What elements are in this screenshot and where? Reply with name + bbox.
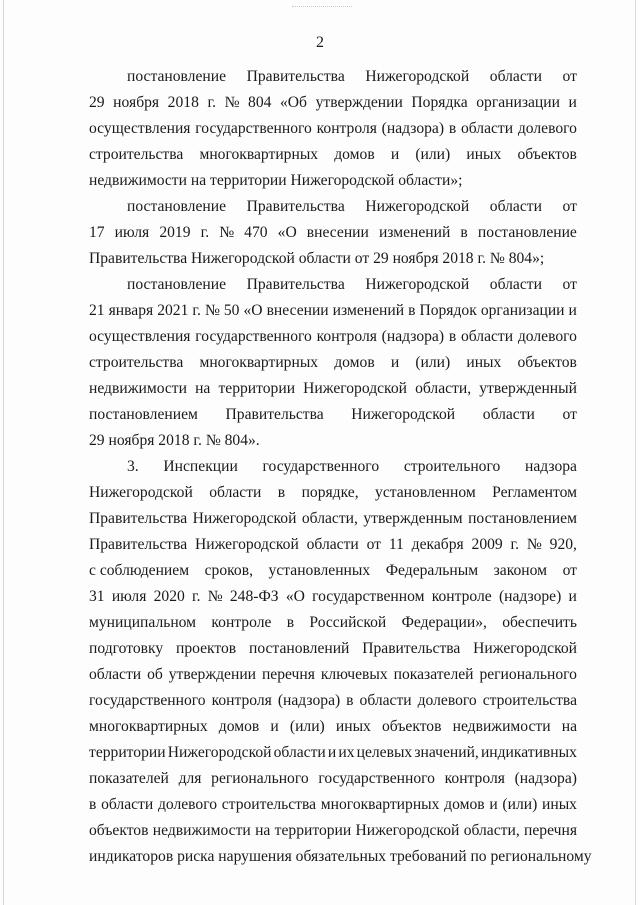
word: постановление [127, 276, 226, 293]
word: области [359, 692, 412, 709]
word: и [489, 796, 498, 813]
line-text: недвижимости на территории Нижегородской области»; [89, 172, 463, 189]
document-body [89, 64, 592, 870]
word: строительства [89, 354, 184, 371]
word: строительного [403, 458, 501, 475]
text-line [89, 116, 577, 142]
word: области [489, 68, 542, 85]
word: утверждении [315, 94, 403, 111]
word: Правительства [89, 536, 188, 553]
word: Правительства [362, 640, 461, 657]
word: «О [285, 588, 305, 605]
word: сроков, [204, 562, 253, 579]
word: для [178, 770, 202, 787]
text-line [89, 714, 577, 740]
word: внесении [306, 224, 369, 241]
word: (или) [415, 146, 451, 163]
word: многоквартирных [199, 146, 319, 163]
word: долевого [417, 692, 477, 709]
text-line [89, 740, 577, 766]
word: Российской [309, 614, 387, 631]
word: объектов [517, 354, 577, 371]
word: Правительства [246, 68, 345, 85]
word: домов [444, 796, 485, 813]
word: на [195, 380, 211, 397]
word: с соблюдением [89, 562, 190, 579]
word: установленном [375, 484, 476, 501]
word: Нижегородской [355, 822, 460, 839]
word: 29 [89, 94, 105, 111]
word: недвижимости [89, 380, 187, 397]
word: недвижимости [152, 822, 251, 839]
word: и [390, 354, 400, 371]
word: № [204, 302, 220, 319]
word: в [277, 484, 286, 501]
word: Нижегородской [365, 68, 470, 85]
word: значений, [414, 744, 479, 761]
word: и [568, 302, 577, 319]
word: г. [207, 94, 216, 111]
word: осуществления [89, 120, 191, 137]
word: Нижегородской [167, 744, 272, 761]
word: Правительства [246, 276, 345, 293]
text-line [89, 766, 577, 792]
word: 2019 [159, 224, 191, 241]
word: г. [192, 302, 201, 319]
word: области, [463, 822, 520, 839]
word: области [489, 198, 542, 215]
word: регионального [479, 666, 577, 683]
text-line [89, 168, 577, 194]
word: области [101, 796, 154, 813]
word: муниципальном [89, 614, 197, 631]
word: постановление [127, 68, 226, 85]
text-line [89, 376, 577, 402]
word: изменений [378, 224, 451, 241]
word: изменений [332, 302, 405, 319]
word: области [306, 536, 359, 553]
word: (или) [502, 796, 538, 813]
word: Нижегородской [194, 536, 299, 553]
word: Нижегородской [365, 276, 470, 293]
paragraph [89, 194, 577, 272]
word: и [568, 588, 577, 605]
word: строительства [482, 692, 577, 709]
word: Нижегородской [365, 198, 470, 215]
word: долевого [517, 120, 577, 137]
word: организации [480, 302, 565, 319]
text-line [89, 428, 577, 454]
word: иных [335, 718, 371, 735]
word: осуществления [89, 328, 191, 345]
word: объектов [382, 718, 442, 735]
line-text: Правительства Нижегородской области от 29 ноября 2018 г. № 804»; [89, 250, 545, 267]
word: утверждении [168, 666, 257, 683]
word: контроля [316, 328, 377, 345]
word: Инспекции [163, 458, 238, 475]
word: законом [493, 562, 548, 579]
word: контроля [211, 692, 272, 709]
word: Порядок [419, 302, 477, 319]
word: 470 [244, 224, 268, 241]
word: области, [301, 510, 358, 527]
word: Правительства [225, 406, 324, 423]
page-number: 2 [316, 34, 324, 51]
word: государственном [312, 588, 425, 605]
word: области [89, 666, 142, 683]
word: 2020 [153, 588, 185, 605]
text-line [89, 844, 592, 870]
text-line [89, 272, 577, 298]
word: многоквартирных [89, 718, 208, 735]
word: целевых [356, 744, 413, 761]
word: (надзора) [381, 120, 445, 137]
word: г. [510, 536, 520, 553]
word: перечня [524, 822, 577, 839]
word: многоквартирных [320, 796, 440, 813]
text-line [89, 688, 577, 714]
scan-edge-right [635, 0, 636, 905]
word: постановлением [468, 510, 577, 527]
word: (надзора) [514, 770, 577, 787]
paragraph [89, 64, 577, 194]
word: 804 [248, 94, 272, 111]
word: долевого [517, 328, 577, 345]
word: от [562, 68, 577, 85]
word: 50 [223, 302, 240, 319]
word: подготовку [89, 640, 164, 657]
word: от [562, 562, 577, 579]
word: от [562, 406, 577, 423]
word: 248-ФЗ [229, 588, 279, 605]
line-text: 29 ноября 2018 г. № 804». [89, 432, 260, 449]
text-line [89, 402, 577, 428]
word: иных [466, 354, 502, 371]
word: и [568, 94, 577, 111]
word: Порядка [411, 94, 468, 111]
word: Нижегородской [303, 380, 407, 397]
word: государственного [262, 458, 380, 475]
word: области [460, 120, 514, 137]
word: утвержденный [479, 380, 577, 397]
word: Нижегородской [89, 484, 193, 501]
text-line [89, 324, 577, 350]
text-line [89, 298, 577, 324]
text-line [89, 90, 577, 116]
scan-edge-left [3, 0, 4, 905]
word: Федеральным [385, 562, 479, 579]
text-line [89, 480, 577, 506]
word: государственного [318, 770, 435, 787]
text-line [89, 506, 577, 532]
word: регионального [211, 770, 309, 787]
word: иных [466, 146, 502, 163]
word: территории [89, 744, 166, 761]
word: в [408, 302, 416, 319]
text-line [89, 142, 577, 168]
word: на [561, 718, 577, 735]
word: в [460, 224, 468, 241]
word: проектов [175, 640, 237, 657]
word: домов [218, 718, 260, 735]
word: постановление [477, 224, 577, 241]
word: объектов [89, 822, 149, 839]
word: № [207, 588, 223, 605]
word: 2021 [157, 302, 189, 319]
word: строительства [221, 796, 317, 813]
word: от [562, 198, 577, 215]
word: постановлений [248, 640, 350, 657]
word: (надзоре) [498, 588, 562, 605]
text-line [89, 818, 577, 844]
text-line [89, 662, 577, 688]
word: контроля [444, 770, 505, 787]
word: области [460, 328, 514, 345]
word: (или) [415, 354, 451, 371]
text-line [89, 792, 577, 818]
text-line [89, 636, 577, 662]
word: показателей [393, 666, 474, 683]
word: «Об [280, 94, 307, 111]
word: домов [334, 354, 375, 371]
word: в [448, 120, 457, 137]
word: постановление [127, 198, 226, 215]
word: территории [218, 380, 296, 397]
word: Нижегородской [351, 406, 456, 423]
line-text: индикаторов риска нарушения обязательных требований по региональному [89, 848, 592, 865]
word: многоквартирных [199, 354, 319, 371]
text-line [89, 584, 577, 610]
word: надзора [524, 458, 577, 475]
word: 11 [388, 536, 404, 553]
word: июля [111, 588, 147, 605]
word: долевого [157, 796, 218, 813]
word: от [562, 276, 577, 293]
word: в [286, 614, 295, 631]
word: июля [114, 224, 150, 241]
word: объектов [517, 146, 577, 163]
text-line [89, 350, 577, 376]
word: № [224, 94, 240, 111]
word: 3. [127, 458, 139, 475]
word: № [219, 224, 235, 241]
word: перечня [261, 666, 315, 683]
text-line [89, 220, 577, 246]
text-line [89, 610, 577, 636]
word: в [89, 796, 97, 813]
word: контроле [431, 588, 492, 605]
word: 2018 [167, 94, 199, 111]
word: г. [192, 588, 201, 605]
text-line [89, 558, 577, 584]
word: области [209, 484, 262, 501]
word: декабря [411, 536, 464, 553]
word: Правительства [89, 510, 188, 527]
word: января [108, 302, 154, 319]
word: в [448, 328, 457, 345]
word: и [390, 146, 400, 163]
word: области [273, 744, 326, 761]
word: об [147, 666, 163, 683]
word: № [526, 536, 542, 553]
word: государственного [89, 692, 206, 709]
word: 920, [549, 536, 577, 553]
word: государственного [195, 328, 312, 345]
word: домов [334, 146, 375, 163]
word: внесении [266, 302, 329, 319]
word: (надзора) [277, 692, 341, 709]
text-line [89, 454, 577, 480]
word: Федерации», [401, 614, 487, 631]
word: Правительства [246, 198, 345, 215]
word: постановлением [89, 406, 198, 423]
word: индикативных [480, 744, 577, 761]
word: в [346, 692, 354, 709]
word: их [338, 744, 355, 761]
text-line [89, 532, 577, 558]
word: 31 [89, 588, 105, 605]
word: организации [476, 94, 560, 111]
paragraph [89, 454, 592, 870]
word: от [366, 536, 381, 553]
word: недвижимости [452, 718, 551, 735]
text-line [89, 194, 577, 220]
word: и [327, 744, 337, 761]
word: 2009 [471, 536, 503, 553]
word: контроле [211, 614, 272, 631]
word: строительства [89, 146, 184, 163]
word: Нижегородской [192, 510, 297, 527]
word: обеспечить [502, 614, 577, 631]
word: государственного [195, 120, 312, 137]
word: г. [200, 224, 210, 241]
word: и [270, 718, 279, 735]
word: ключевых [320, 666, 388, 683]
word: иных [542, 796, 577, 813]
scan-top-marks [292, 0, 352, 7]
paragraph [89, 272, 577, 454]
word: области [482, 406, 535, 423]
word: «О [243, 302, 263, 319]
word: 17 [89, 224, 105, 241]
word: на [255, 822, 271, 839]
word: Регламентом [492, 484, 577, 501]
word: ноября [113, 94, 160, 111]
word: территории [274, 822, 352, 839]
word: области, [415, 380, 472, 397]
word: показателей [89, 770, 169, 787]
word: утвержденным [363, 510, 463, 527]
word: установленных [268, 562, 371, 579]
word: (или) [289, 718, 325, 735]
word: порядке, [301, 484, 359, 501]
word: (надзора) [381, 328, 445, 345]
word: контроля [316, 120, 377, 137]
word: 21 [89, 302, 105, 319]
word: области [489, 276, 542, 293]
text-line [89, 64, 577, 90]
word: «О [277, 224, 297, 241]
word: Нижегородской [473, 640, 577, 657]
text-line [89, 246, 577, 272]
